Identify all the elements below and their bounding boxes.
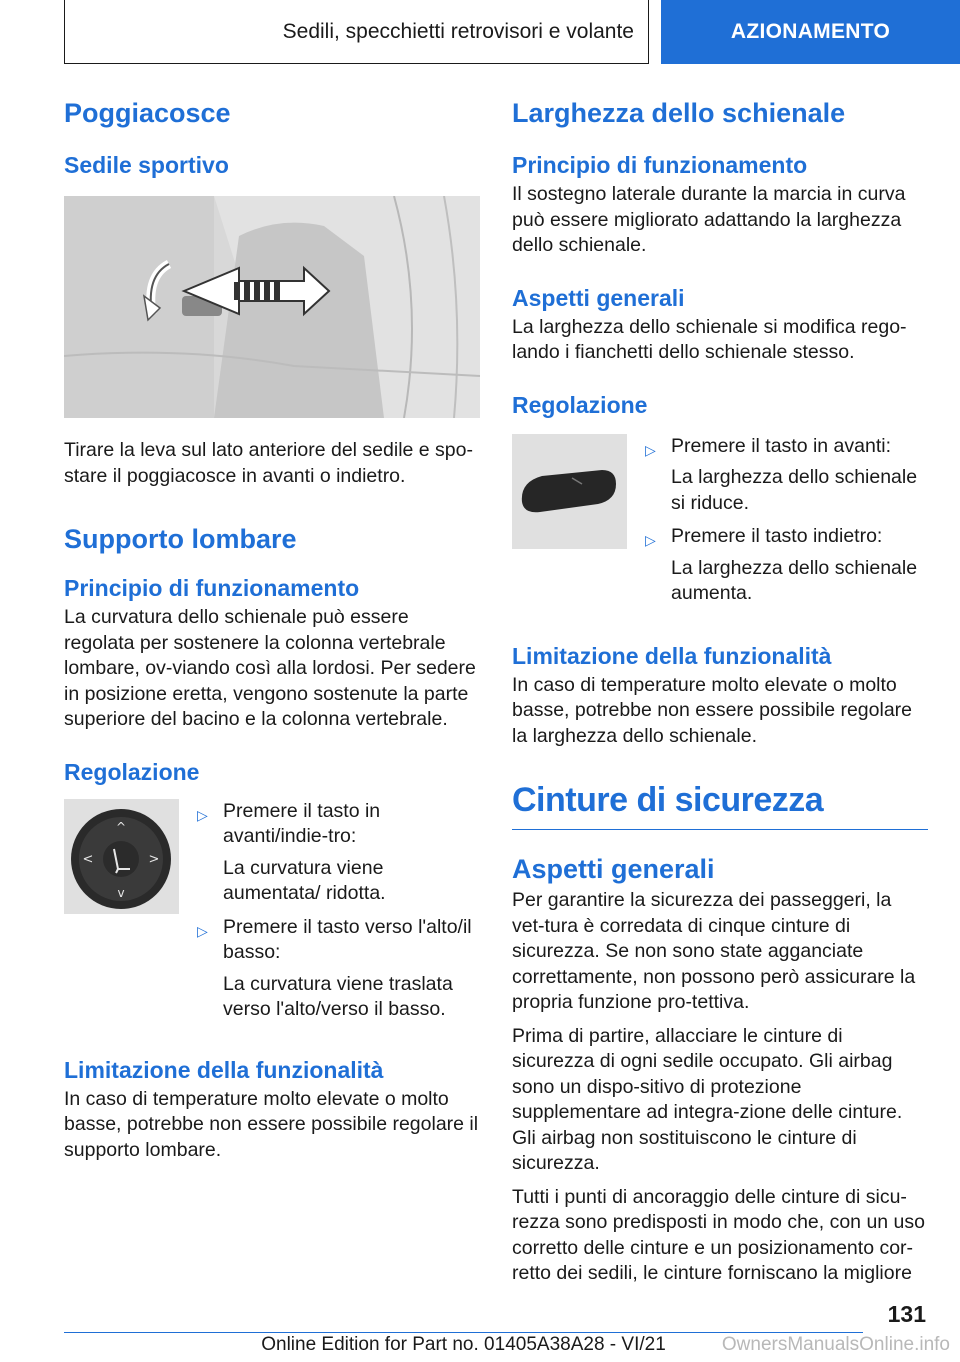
heading-principio-funzionamento-right: Principio di funzionamento [512,152,808,178]
list-item: ▷ Premere il tasto in avanti: La larghezza dello schienale si riduce. [645,434,918,514]
cinture-paragraph-2: Prima di partire, allacciare le cinture di sicurezza di ogni sedile occupato. Gli airbag sono un dispo-sitivo di protezione supplementare ad integra-zione delle cinture. Gli airbag non sostituiscono le cinture di sicurezza. [512,1024,903,1174]
width-switch-figure [512,434,627,607]
chapter-title: Sedili, specchietti retrovisori e volante [64,0,649,64]
list-item: ▷ Premere il tasto in avanti/indie-tro: La curvatura viene aumentata/ ridotta. [197,799,386,904]
limitazione-text: In caso di temperature molto elevate o molto basse, potrebbe non essere possibile regolare il supporto lombare. [64,1087,479,1161]
triangle-right-icon: ▷ [197,922,208,939]
heading-supporto-lombare: Supporto lombare [64,524,297,554]
heading-sedile-sportivo: Sedile sportivo [64,152,229,178]
section-tab[interactable]: AZIONAMENTO [661,0,960,64]
principio-text: La curvatura dello schienale può essere regolata per sostenere la colonna vertebrale lombare, ov-viando così alla lordosi. Per sedere in posizione eretta, vengono sostenute la parte superiore del bacino e la colonna vertebrale. [64,606,476,730]
lumbar-instruction-list [197,799,480,1023]
larghezza-principio-text: Il sostegno laterale durante la marcia in curva può essere migliorato adattando la larghezza dello schienale. [512,183,906,256]
triangle-right-icon: ▷ [645,441,656,458]
lumbar-switch-figure [64,799,179,1023]
edition-text: Online Edition for Part no. 01405A38A28 - VI/21 [261,1334,666,1355]
left-column [64,96,480,1163]
aspetti-text: La larghezza dello schienale si modifica rego-lando i fianchetti dello schienale stesso. [512,315,907,363]
svg-text:^: ^ [115,819,127,834]
triangle-right-icon: ▷ [645,532,656,548]
heading-limitazione-right: Limitazione della funzionalità [512,642,832,669]
cinture-paragraph-3: Tutti i punti di ancoraggio delle cinture di sicu-rezza sono predisposti in modo che, con un uso corretto delle cinture e un posizionamento cor-retto dei sedili, le cinture forniscano la migliore [512,1185,925,1284]
width-instruction-list [645,434,928,607]
width-regolazione-block [512,434,928,607]
heading-cinture-aspetti: Aspetti generali [512,854,715,884]
cinture-paragraph-1: Per garantire la sicurezza dei passeggeri, la vet-tura è corredata di cinque cinture di sicurezza. Se non sono state agganciate correttamente, non possono però assicurare la propria funzione pro-tettiva. [512,889,916,1013]
chapter-heading-cinture: Cinture di sicurezza [512,779,928,830]
heading-larghezza-schienale: Larghezza dello schienale [512,98,846,128]
watermark: OwnersManualsOnline.info [721,1334,950,1355]
lumbar-regolazione-block [64,799,480,1023]
triangle-right-icon: ▷ [197,806,208,823]
list-item: ▷ Premere il tasto indietro: La larghezza dello schienale aumenta. [645,525,918,604]
footer-divider [64,1332,863,1333]
thigh-support-figure [64,196,480,418]
right-column [512,96,928,1287]
heading-poggiacosce: Poggiacosce [64,98,231,128]
limitazione-right-text: In caso di temperature molto elevate o molto basse, potrebbe non essere possibile regolare la larghezza dello schienale. [512,673,913,747]
svg-text:<: < [82,851,94,867]
svg-text:v: v [117,885,125,900]
heading-regolazione-right: Regolazione [512,391,648,418]
heading-limitazione: Limitazione della funzionalità [64,1056,384,1083]
page-header [0,0,960,64]
page-number: 131 [887,1301,926,1327]
list-item: ▷ Premere il tasto verso l'alto/il basso: La curvatura viene traslata verso l'alto/verso il basso. [197,915,472,1020]
sedile-sportivo-text: Tirare la leva sul lato anteriore del sedile e spo-stare il poggiacosce in avanti o indietro. [64,439,473,487]
heading-principio-funzionamento: Principio di funzionamento [64,575,360,601]
heading-aspetti-generali: Aspetti generali [512,284,685,311]
heading-regolazione: Regolazione [64,758,200,785]
svg-text:>: > [148,851,160,867]
